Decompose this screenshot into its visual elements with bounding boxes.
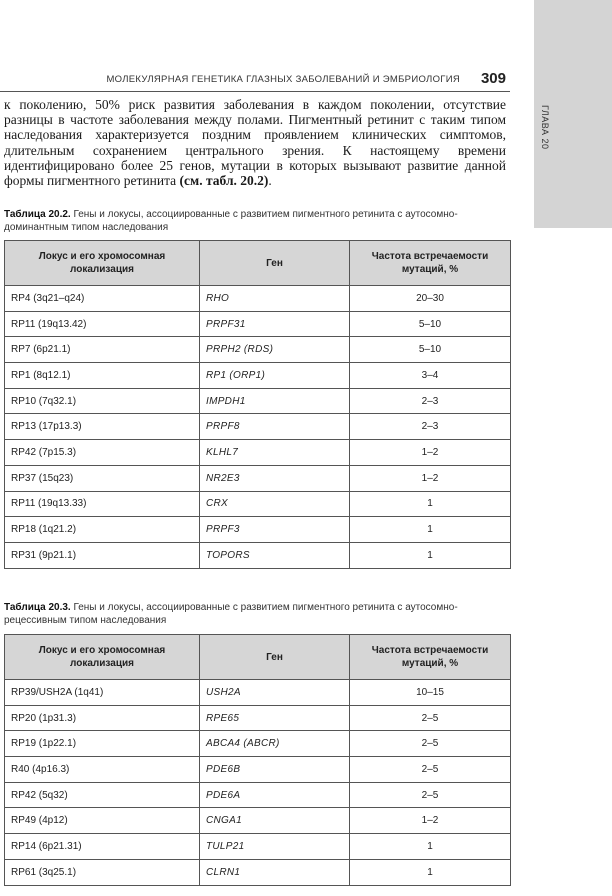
locus-cell: RP37 (15q23): [5, 465, 200, 491]
locus-cell: RP10 (7q32.1): [5, 388, 200, 414]
freq-cell: 10–15: [350, 680, 511, 706]
table-row: [5, 491, 511, 517]
header-rule: [0, 91, 510, 92]
gene-cell: CLRN1: [200, 859, 350, 885]
table2-header-gene: Ген: [200, 635, 350, 680]
table-row: [5, 731, 511, 757]
locus-cell: RP14 (6p21.31): [5, 834, 200, 860]
freq-cell: 2–5: [350, 705, 511, 731]
freq-cell: 2–5: [350, 757, 511, 783]
table2-caption-text: Гены и локусы, ассоциированные с развитием пигментного ретинита с аутосомно-рецессивным типом наследования: [4, 602, 458, 626]
gene-cell: NR2E3: [200, 465, 350, 491]
table-row: [5, 542, 511, 568]
gene-cell: PDE6B: [200, 757, 350, 783]
table-reference: (см. табл. 20.2): [179, 173, 269, 189]
locus-cell: RP31 (9p21.1): [5, 542, 200, 568]
paragraph-text: к поколению, 50% риск развития заболевания в каждом поколении, отсутствие разницы в частоте заболевания между полами. Пигментный ретинит с таким типом наследования характеризуется поздним проявлением клинических симптомов, длительным сохранением центрального зрения. К настоящему времени идентифицировано более 25 генов, мутации в которых вызывают развитие данной формы пигментного ретинита: [4, 97, 506, 189]
gene-cell: CNGA1: [200, 808, 350, 834]
gene-cell: USH2A: [200, 680, 350, 706]
freq-cell: 1: [350, 517, 511, 543]
table-row: [5, 311, 511, 337]
locus-cell: R40 (4p16.3): [5, 757, 200, 783]
freq-cell: 1: [350, 542, 511, 568]
running-head-title: МОЛЕКУЛЯРНАЯ ГЕНЕТИКА ГЛАЗНЫХ ЗАБОЛЕВАНИЙ И ЭМБРИОЛОГИЯ: [106, 74, 460, 85]
table1-label: Таблица 20.2.: [4, 209, 71, 220]
freq-cell: 5–10: [350, 337, 511, 363]
gene-cell: IMPDH1: [200, 388, 350, 414]
freq-cell: 1: [350, 834, 511, 860]
gene-cell: PRPF3: [200, 517, 350, 543]
locus-cell: RP20 (1p31.3): [5, 705, 200, 731]
locus-cell: RP4 (3q21–q24): [5, 286, 200, 312]
freq-cell: 5–10: [350, 311, 511, 337]
gene-cell: CRX: [200, 491, 350, 517]
locus-cell: RP42 (5q32): [5, 782, 200, 808]
page-number: 309: [480, 70, 506, 87]
freq-cell: 1–2: [350, 440, 511, 466]
gene-cell: RHO: [200, 286, 350, 312]
gene-cell: TULP21: [200, 834, 350, 860]
gene-cell: PRPH2 (RDS): [200, 337, 350, 363]
freq-cell: 2–3: [350, 388, 511, 414]
table1-header-row: [5, 241, 511, 286]
locus-cell: RP39/USH2A (1q41): [5, 680, 200, 706]
chapter-tab-label: ГЛАВА 20: [540, 105, 550, 150]
table-row: [5, 782, 511, 808]
freq-cell: 20–30: [350, 286, 511, 312]
freq-cell: 2–5: [350, 782, 511, 808]
locus-cell: RP42 (7p15.3): [5, 440, 200, 466]
freq-cell: 2–5: [350, 731, 511, 757]
locus-cell: RP18 (1q21.2): [5, 517, 200, 543]
table-row: [5, 363, 511, 389]
table-row: [5, 440, 511, 466]
gene-cell: RPE65: [200, 705, 350, 731]
locus-cell: RP49 (4p12): [5, 808, 200, 834]
gene-cell: TOPORS: [200, 542, 350, 568]
locus-cell: RP11 (19q13.33): [5, 491, 200, 517]
table1-caption: [4, 208, 516, 234]
table2-header-row: [5, 635, 511, 680]
locus-cell: RP19 (1p22.1): [5, 731, 200, 757]
table-row: [5, 465, 511, 491]
gene-cell: PRPF31: [200, 311, 350, 337]
table1-header-gene: Ген: [200, 241, 350, 286]
table2-caption: [4, 601, 516, 627]
table1-header-frequency: Частота встречаемости мутаций, %: [350, 241, 511, 286]
gene-cell: ABCA4 (ABCR): [200, 731, 350, 757]
paragraph-end: .: [268, 173, 272, 189]
table-row: [5, 705, 511, 731]
table-autosomal-recessive: [4, 634, 511, 886]
gene-cell: RP1 (ORP1): [200, 363, 350, 389]
table2-header-frequency: Частота встречаемости мутаций, %: [350, 635, 511, 680]
freq-cell: 2–3: [350, 414, 511, 440]
table-autosomal-dominant: [4, 240, 511, 569]
table-row: [5, 757, 511, 783]
table-row: [5, 859, 511, 885]
table2-label: Таблица 20.3.: [4, 602, 71, 613]
locus-cell: RP61 (3q25.1): [5, 859, 200, 885]
gene-cell: PDE6A: [200, 782, 350, 808]
freq-cell: 1–2: [350, 808, 511, 834]
freq-cell: 1: [350, 859, 511, 885]
table-row: [5, 414, 511, 440]
table-row: [5, 834, 511, 860]
table-row: [5, 808, 511, 834]
table-row: [5, 337, 511, 363]
table1-caption-text: Гены и локусы, ассоциированные с развитием пигментного ретинита с аутосомно-доминантным типом наследования: [4, 209, 458, 233]
locus-cell: RP1 (8q12.1): [5, 363, 200, 389]
running-head: [0, 70, 510, 92]
locus-cell: RP13 (17p13.3): [5, 414, 200, 440]
table-row: [5, 286, 511, 312]
freq-cell: 3–4: [350, 363, 511, 389]
gene-cell: KLHL7: [200, 440, 350, 466]
table-row: [5, 680, 511, 706]
gene-cell: PRPF8: [200, 414, 350, 440]
freq-cell: 1: [350, 491, 511, 517]
table2-header-locus: Локус и его хромосомная локализация: [5, 635, 200, 680]
body-paragraph: [4, 97, 506, 188]
locus-cell: RP7 (6p21.1): [5, 337, 200, 363]
table-row: [5, 517, 511, 543]
table1-header-locus: Локус и его хромосомная локализация: [5, 241, 200, 286]
locus-cell: RP11 (19q13.42): [5, 311, 200, 337]
table-row: [5, 388, 511, 414]
freq-cell: 1–2: [350, 465, 511, 491]
